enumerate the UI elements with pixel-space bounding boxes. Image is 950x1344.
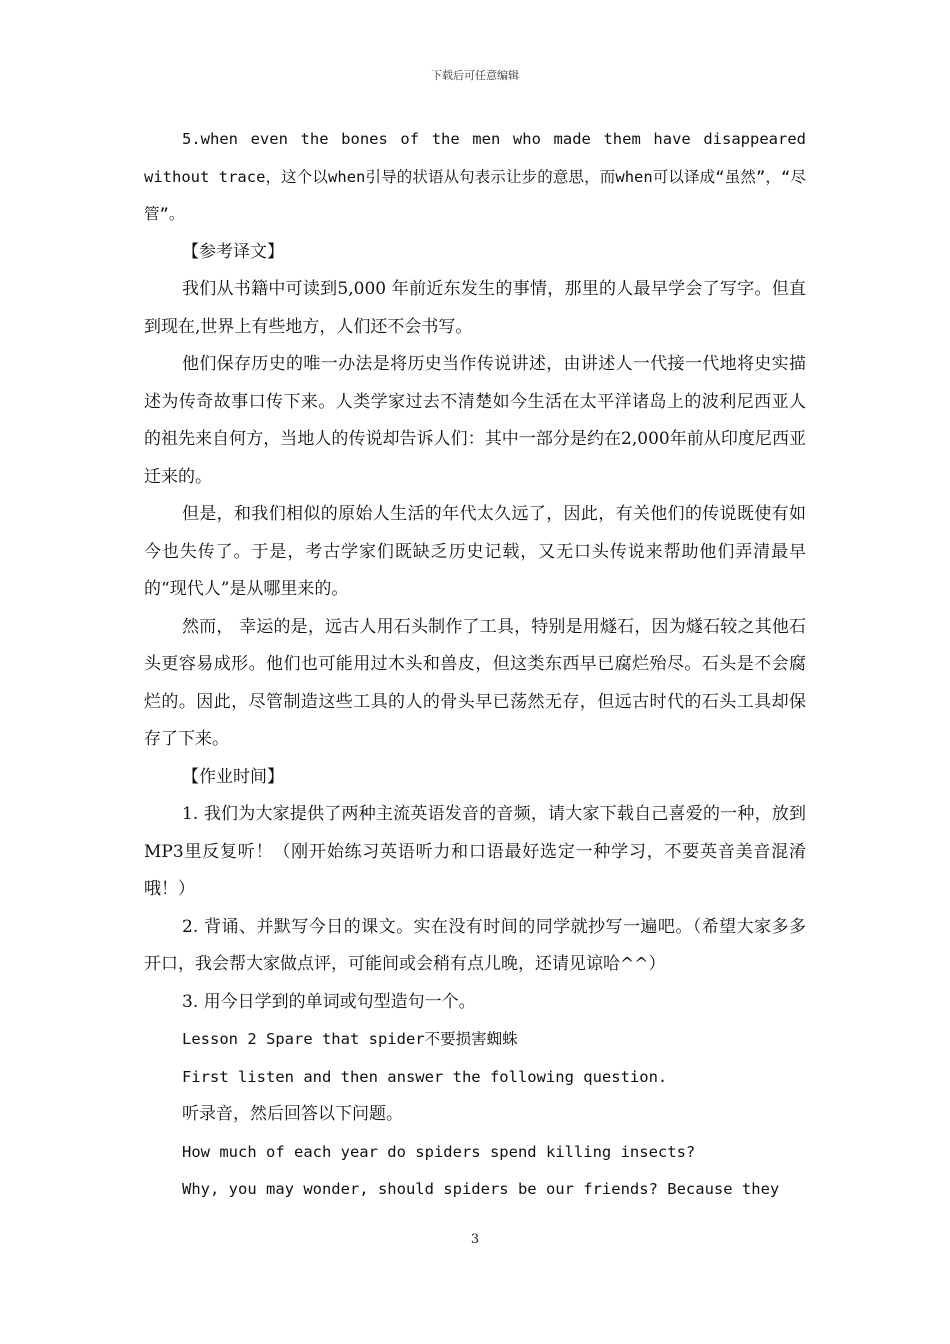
lesson-instruction-zh: 听录音，然后回答以下问题。	[182, 1104, 403, 1124]
note-paragraph: 5.when even the bones of the men who made them have disappeared without trace，这个以when引导的状语从句表示让步的意思，而when可以译成“虽然”，“尽管”。	[144, 130, 806, 223]
page-header: 下载后可任意编辑	[431, 69, 519, 82]
homework-item: 2. 背诵、并默写今日的课文。实在没有时间的同学就抄写一遍吧。（希望大家多多开口，我会帮大家做点评，可能间或会稍有点儿晚，还请见谅哈^^）	[144, 916, 806, 974]
lesson-text: Why, you may wonder, should spiders be our friends? Because they	[182, 1180, 780, 1198]
lesson-instruction: First listen and then answer the following question.	[182, 1067, 668, 1086]
translation-paragraph: 我们从书籍中可读到5,000 年前近东发生的事情，那里的人最早学会了写字。但直到现在,世界上有些地方，人们还不会书写。	[144, 279, 806, 337]
lesson-question: How much of each year do spiders spend killing insects?	[182, 1142, 696, 1161]
section-heading-translation: 【参考译文】	[182, 241, 284, 262]
homework-item: 3. 用今日学到的单词或句型造句一个。	[182, 991, 476, 1012]
page-content	[144, 121, 806, 1209]
translation-paragraph: 然而， 幸运的是，远古人用石头制作了工具，特别是用燧石，因为燧石较之其他石头更容易成形。他们也可能用过木头和兽皮，但这类东西早已腐烂殆尽。石头是不会腐烂的。因此，尽管制造这些工具的人的骨头早已荡然无存，但远古时代的石头工具却保存了下来。	[144, 616, 806, 749]
section-heading-homework: 【作业时间】	[182, 766, 284, 787]
translation-paragraph: 但是，和我们相似的原始人生活的年代太久远了，因此，有关他们的传说既使有如今也失传了。于是，考古学家们既缺乏历史记载，又无口头传说来帮助他们弄清最早的“现代人”是从哪里来的。	[144, 504, 806, 599]
page-number: 3	[470, 1232, 480, 1247]
lesson-title: Lesson 2 Spare that spider不要损害蜘蛛	[182, 1030, 518, 1048]
translation-paragraph: 他们保存历史的唯一办法是将历史当作传说讲述，由讲述人一代接一代地将史实描述为传奇故事口传下来。人类学家过去不清楚如今生活在太平洋诸岛上的波利尼西亚人的祖先来自何方，当地人的传说却告诉人们：其中一部分是约在2,000年前从印度尼西亚迁来的。	[144, 354, 806, 487]
homework-item: 1. 我们为大家提供了两种主流英语发音的音频，请大家下载自己喜爱的一种，放到MP3里反复听！（刚开始练习英语听力和口语最好选定一种学习，不要英音美音混淆哦！）	[144, 804, 806, 899]
